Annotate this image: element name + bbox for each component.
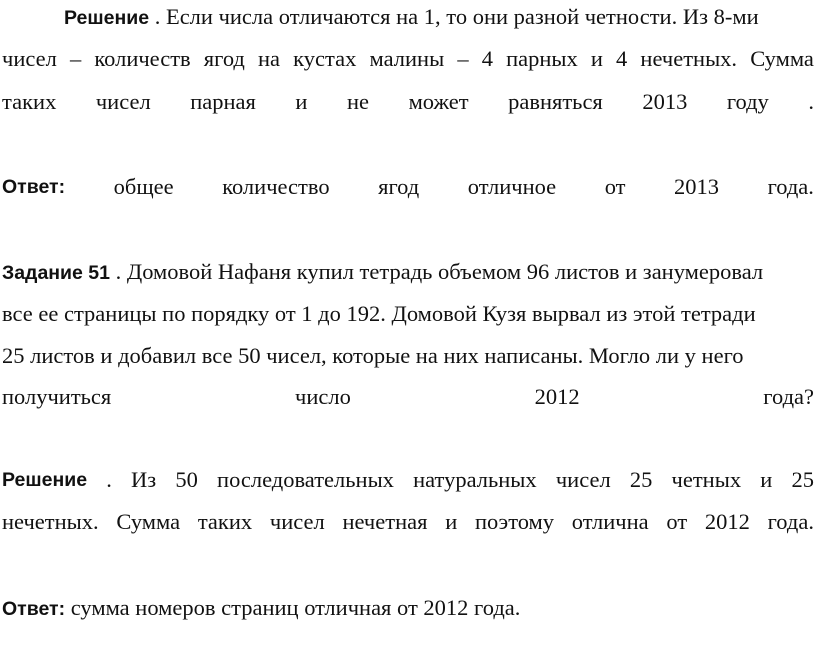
task-51-line-2: все ее страницы по порядку от 1 до 192. Домовой Кузя вырвал из этой тетради (2, 301, 756, 326)
word: последовательных (217, 467, 394, 492)
word: 2013 (642, 89, 688, 114)
word: таких (197, 509, 253, 534)
word: получиться (2, 384, 112, 409)
word: отличное (467, 174, 557, 199)
word: года. (767, 509, 814, 534)
word: 4 (481, 46, 493, 71)
word: ягод (203, 46, 245, 71)
word: таких (2, 89, 57, 114)
word: – (457, 46, 469, 71)
word: 2012 (704, 509, 750, 534)
word: года? (763, 384, 814, 409)
solution-1-line-2 (2, 45, 814, 73)
word: нечетных. (2, 509, 99, 534)
task-51-label: Задание 51 (2, 262, 111, 284)
word: 4 (616, 46, 628, 71)
solution-1-label: Решение (64, 7, 150, 29)
word: . (808, 89, 814, 114)
word: четных (671, 467, 742, 492)
word: общее (113, 174, 174, 199)
solution-1-line-1 (64, 3, 814, 32)
answer-2-line (2, 594, 814, 623)
word: Сумма (116, 509, 181, 534)
task-51-line-4 (2, 383, 814, 411)
word: на (258, 46, 281, 71)
answer-2-label: Ответ: (2, 598, 66, 620)
word: натуральных (413, 467, 537, 492)
word: Сумма (750, 46, 814, 71)
word: 25 (629, 467, 653, 492)
answer-2-text: сумма номеров страниц отличная от 2012 года. (70, 595, 521, 620)
word: число (295, 384, 351, 409)
word: чисел (555, 467, 611, 492)
word: равняться (508, 89, 603, 114)
word: отлична (571, 509, 649, 534)
word: от (666, 509, 688, 534)
solution-2-line-2 (2, 508, 814, 536)
word: нечетных. (640, 46, 738, 71)
word: от (604, 174, 626, 199)
word: парных (506, 46, 578, 71)
word: 2013 (674, 174, 720, 199)
word: количество (222, 174, 330, 199)
bold-label: Ответ: (2, 176, 66, 198)
bold-label: Решение (2, 469, 88, 491)
word: количеств (94, 46, 191, 71)
word: малины (369, 46, 445, 71)
word: году (726, 89, 769, 114)
word: Из (131, 467, 157, 492)
word: поэтому (474, 509, 555, 534)
task-51-text-1: . Домовой Нафаня купил тетрадь объемом 96 листов и занумеровал (115, 259, 764, 284)
word: и (760, 467, 773, 492)
word: и (445, 509, 458, 534)
task-51-line-1 (2, 258, 814, 287)
solution-2-line-1 (2, 466, 814, 494)
word: не (347, 89, 370, 114)
word: ягод (378, 174, 420, 199)
solution-1-text-1: . Если числа отличаются на 1, то они разной четности. Из 8-ми (154, 4, 759, 29)
task-51-line-3: 25 листов и добавил все 50 чисел, которые на них написаны. Могло ли у него (2, 343, 744, 368)
answer-1-line (2, 173, 814, 201)
word: может (408, 89, 469, 114)
word: 50 (175, 467, 198, 492)
word: чисел (2, 46, 57, 71)
word: парная (190, 89, 256, 114)
word: . (106, 467, 112, 492)
word: и (295, 89, 308, 114)
solution-1-line-3 (2, 88, 814, 116)
word: и (590, 46, 603, 71)
word: 2012 (534, 384, 580, 409)
word: – (69, 46, 82, 71)
word: нечетная (342, 509, 428, 534)
word: чисел (269, 509, 325, 534)
word: года. (767, 174, 814, 199)
word: 25 (791, 467, 814, 492)
word: чисел (95, 89, 151, 114)
word: кустах (293, 46, 357, 71)
